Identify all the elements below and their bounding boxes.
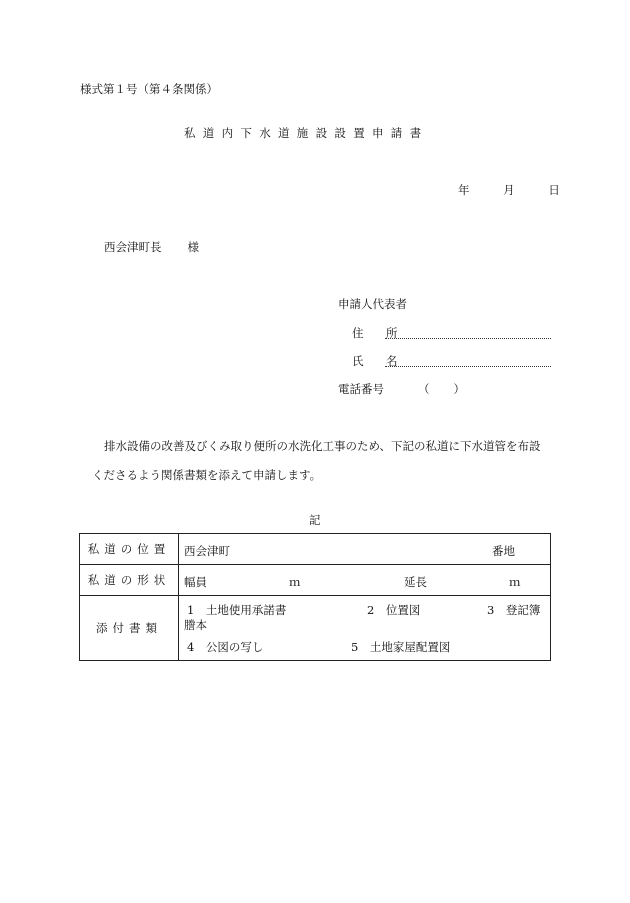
- attachment-item-3: 3 登記簿: [487, 603, 541, 617]
- body-line-2: くださるよう関係書類を添えて申請します。: [92, 468, 322, 482]
- body-line-1: 排水設備の改善及びくみ取り便所の水洗化工事のため、下記の私道に下水道管を布設: [104, 439, 541, 453]
- location-suffix: 番地: [492, 544, 515, 558]
- addressee: [104, 239, 199, 255]
- date-line: [458, 182, 560, 198]
- address-label-2: 所: [386, 326, 398, 340]
- date-day: 日: [548, 183, 560, 197]
- table-row-attachments: [80, 596, 551, 661]
- form-number: 様式第１号（第４条関係）: [80, 82, 218, 96]
- ki-mark: 記: [309, 513, 321, 527]
- location-header: 私道の位置: [80, 534, 179, 565]
- name-label-2: 名: [386, 354, 398, 368]
- attachment-item-3-cont: 謄本: [184, 618, 207, 632]
- attachment-item-4: 4 公図の写し: [187, 640, 264, 654]
- attachment-item-2: 2 位置図: [367, 603, 421, 617]
- address-dotted-line[interactable]: [385, 337, 551, 339]
- tel-paren-close: ）: [453, 382, 465, 396]
- shape-header: 私道の形状: [80, 565, 179, 596]
- attachments-header: 添付書類: [80, 596, 179, 661]
- tel-paren-open: （: [418, 382, 430, 396]
- addressee-honorific: 様: [187, 240, 199, 254]
- tel-field: [338, 381, 465, 397]
- applicant-heading: 申請人代表者: [338, 297, 407, 311]
- address-label-1: 住: [352, 326, 364, 340]
- attachments-cell: [179, 596, 551, 661]
- table-row-location: [80, 534, 551, 565]
- details-table: [79, 533, 551, 661]
- location-value: 西会津町: [184, 544, 230, 558]
- width-unit: ｍ: [289, 575, 301, 589]
- name-dotted-line[interactable]: [385, 365, 551, 367]
- attachment-item-1: 1 土地使用承諾書: [187, 603, 287, 617]
- shape-cell[interactable]: [179, 565, 551, 596]
- attachment-item-5: 5 土地家屋配置図: [351, 640, 451, 654]
- document-title: 私道内下水道施設設置申請書: [184, 126, 429, 140]
- length-unit: ｍ: [509, 575, 521, 589]
- name-label-1: 氏: [352, 354, 364, 368]
- location-cell[interactable]: [179, 534, 551, 565]
- date-month: 月: [503, 183, 515, 197]
- addressee-name: 西会津町長: [104, 240, 162, 254]
- table-row-shape: [80, 565, 551, 596]
- width-label: 幅員: [184, 575, 207, 589]
- tel-label: 電話番号: [338, 382, 384, 396]
- length-label: 延長: [404, 575, 427, 589]
- date-year: 年: [458, 183, 470, 197]
